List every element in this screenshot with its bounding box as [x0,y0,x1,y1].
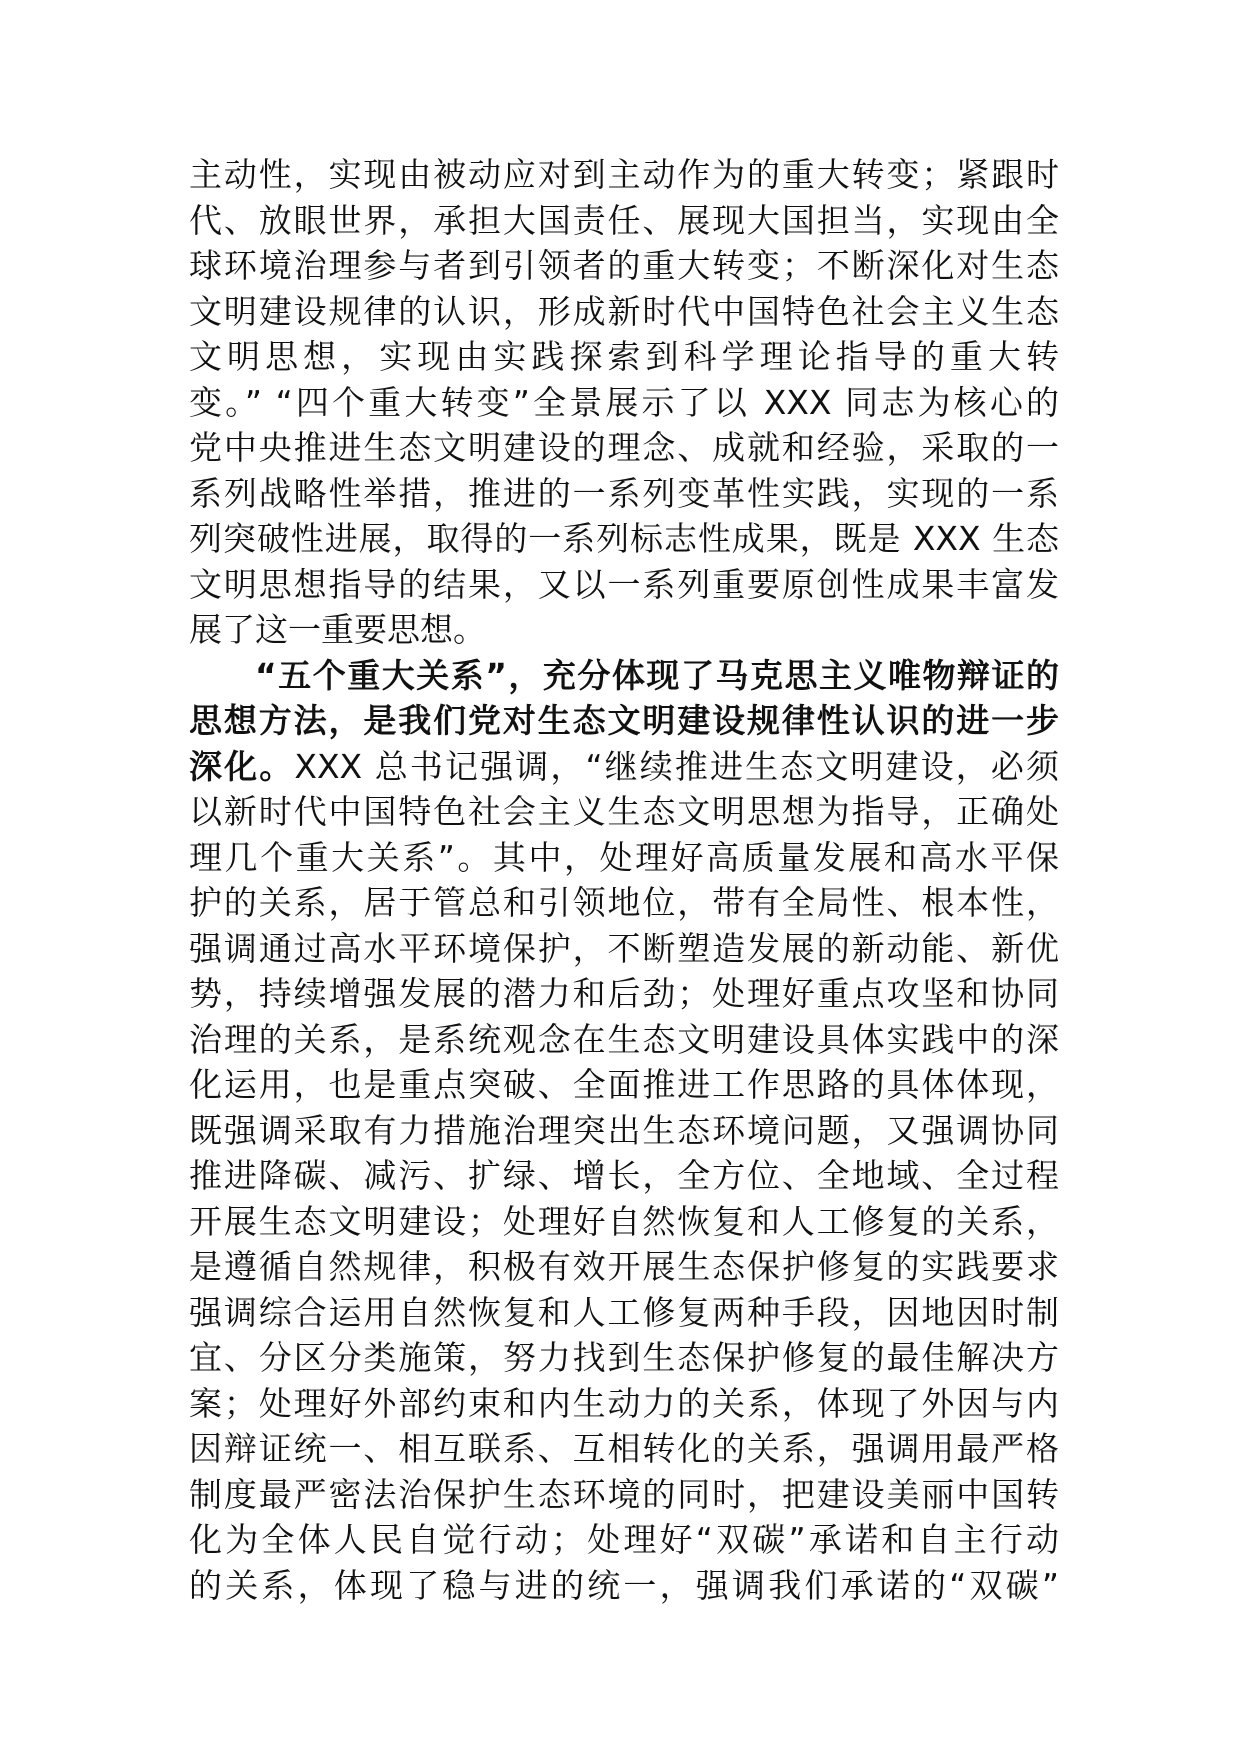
line-text: 化运用，也是重点突破、全面推进工作思路的具体体现， [189,1065,1059,1104]
line-text: 列突破性进展，取得的一系列标志性成果，既是 XXX 生态 [189,519,1059,558]
text-line [189,1472,1059,1518]
line-text: 案；处理好外部约束和内生动力的关系，体现了外因与内 [189,1383,1059,1423]
line-text: 代、放眼世界，承担大国责任、展现大国担当，实现由全 [189,200,1059,240]
line-text: 既强调采取有力措施治理突出生态环境问题，又强调协同 [189,1110,1059,1150]
line-text: 护的关系，居于管总和引领地位，带有全局性、根本性， [189,883,1059,922]
text-line [189,198,1059,244]
line-text: 开展生态文明建设；处理好自然恢复和人工修复的关系， [189,1201,1059,1241]
text-line [189,1335,1059,1381]
text-line [189,1108,1059,1154]
line-text: 变。” “四个重大转变”全景展示了以 XXX 同志为核心的 [189,382,1059,422]
text-line [189,1153,1059,1199]
line-text: 治理的关系，是系统观念在生态文明建设具体实践中的深 [189,1019,1059,1059]
text-line [189,698,1059,744]
line-text: 系列战略性举措，推进的一系列变革性实践，实现的一系 [189,473,1059,513]
bold-text: 思想方法，是我们党对生态文明建设规律性认识的进一步 [189,701,1059,740]
text-line [189,1381,1059,1427]
line-text: 是遵循自然规律，积极有效开展生态保护修复的实践要求 [189,1247,1059,1286]
text-line [189,971,1059,1017]
text-line [189,516,1059,562]
line-text: 因辩证统一、相互联系、互相转化的关系，强调用最严格 [189,1429,1059,1468]
line-text: 理几个重大关系”。其中，处理好高质量发展和高水平保 [189,837,1059,877]
line-text: 强调综合运用自然恢复和人工修复两种手段，因地因时制 [189,1292,1059,1332]
text-line [189,334,1059,380]
text-line [189,789,1059,835]
line-text: 文明思想指导的结果，又以一系列重要原创性成果丰富发 [189,564,1059,604]
line-text: 推进降碳、减污、扩绿、增长，全方位、全地域、全过程 [189,1156,1059,1195]
text-line [189,1290,1059,1336]
line-text: 展了这一重要思想。 [189,610,486,649]
body-text [189,152,1059,1608]
line-text: 文明建设规律的认识，形成新时代中国特色社会主义生态 [189,291,1059,331]
line-text: 的关系，体现了稳与进的统一，强调我们承诺的“双碳” [189,1565,1059,1605]
text-line [189,425,1059,471]
text-line [189,380,1059,426]
text-line [189,653,1059,699]
line-text: 化为全体人民自觉行动；处理好“双碳”承诺和自主行动 [189,1520,1059,1559]
text-line [189,243,1059,289]
text-line [189,607,1059,653]
text-line [189,1199,1059,1245]
line-text: 以新时代中国特色社会主义生态文明思想为指导，正确处 [189,792,1059,831]
text-line [189,1517,1059,1563]
text-line [189,471,1059,517]
bold-text: 深化。 [189,746,295,786]
text-line [189,1563,1059,1609]
text-line [189,926,1059,972]
text-line [189,1244,1059,1290]
text-line [189,152,1059,198]
text-line [189,1017,1059,1063]
text-line [189,562,1059,608]
text-line [189,744,1059,790]
line-text: 势，持续增强发展的潜力和后劲；处理好重点攻坚和协同 [189,974,1059,1013]
line-text: 宜、分区分类施策，努力找到生态保护修复的最佳解决方 [189,1338,1059,1377]
line-text: 文明思想，实现由实践探索到科学理论指导的重大转 [189,337,1059,376]
line-text: 主动性，实现由被动应对到主动作为的重大转变；紧跟时 [189,155,1059,194]
text-line [189,289,1059,335]
text-line [189,1062,1059,1108]
line-text: 球环境治理参与者到引领者的重大转变；不断深化对生态 [189,246,1059,285]
line-text: XXX 总书记强调，“继续推进生态文明建设，必须 [294,746,1059,786]
text-line [189,880,1059,926]
line-text: 制度最严密法治保护生态环境的同时，把建设美丽中国转 [189,1474,1059,1514]
text-line [189,835,1059,881]
line-text: 党中央推进生态文明建设的理念、成就和经验，采取的一 [189,428,1059,467]
text-line [189,1426,1059,1472]
bold-text: “五个重大关系”，充分体现了马克思主义唯物辩证的 [255,655,1059,695]
line-text: 强调通过高水平环境保护，不断塑造发展的新动能、新优 [189,928,1059,968]
